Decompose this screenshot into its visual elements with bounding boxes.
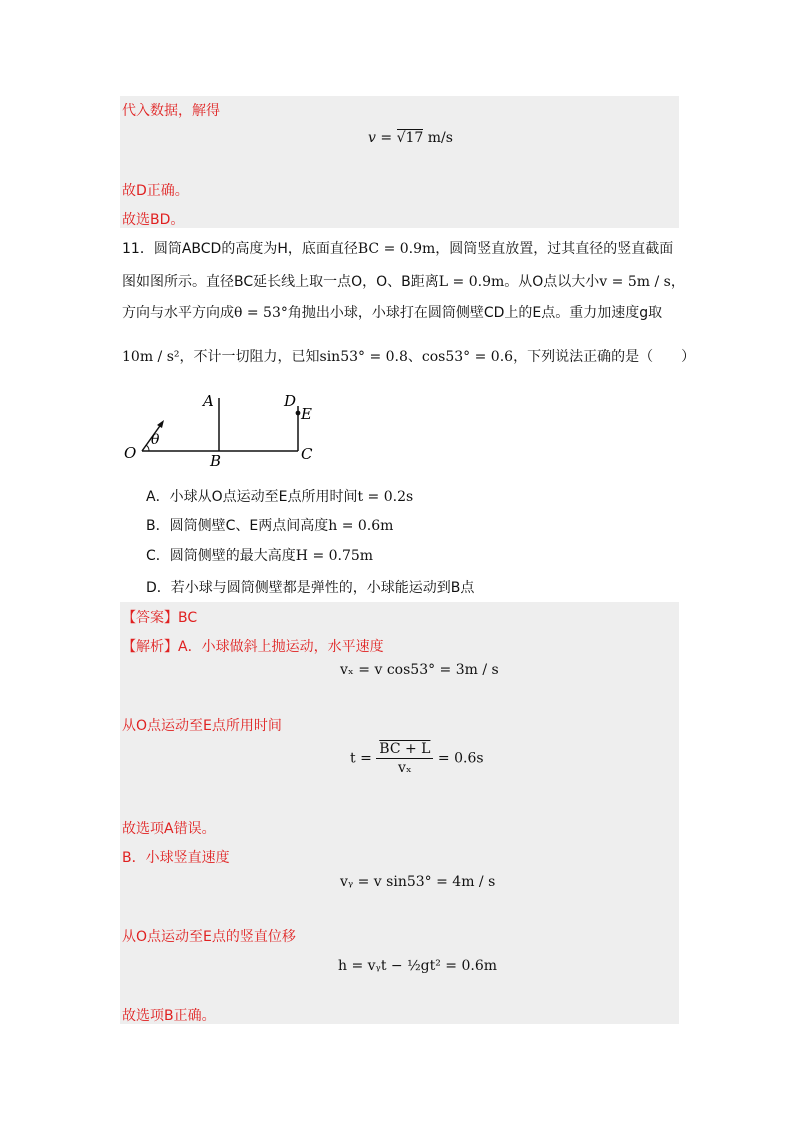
equation-h: h = vᵧt − ½gt² = 0.6m — [338, 958, 498, 974]
conclusion-d: 故D正确。 — [122, 183, 189, 199]
q-l: L = 0.9m — [438, 274, 505, 290]
label-d: D — [284, 392, 297, 410]
option-b-text: B．圆筒侧壁C、E两点间高度 — [146, 518, 329, 534]
q-trig: sin53° = 0.8、cos53° = 0.6 — [319, 349, 514, 365]
q-p4d: ，下列说法正确的是（ ） — [513, 349, 696, 365]
conclusion-a: 故选项A错误。 — [122, 821, 216, 837]
q-bc: BC = 0.9m — [357, 241, 436, 257]
q-p4b: ，不计一切阻力，已知 — [179, 349, 320, 365]
time-intro: 从O点运动至E点所用时间 — [122, 718, 282, 734]
displacement-intro: 从O点运动至E点的竖直位移 — [122, 929, 296, 945]
label-theta: θ — [151, 432, 160, 448]
eq-t-den: vₓ — [397, 760, 412, 776]
analysis-label: 【解析】 — [122, 639, 178, 655]
option-b-math: h = 0.6m — [328, 518, 394, 534]
equation-vy: vᵧ = v sin53° = 4m / s — [340, 874, 496, 890]
q-p2a: 图如图所示。直径BC延长线上取一点O，O、B距离 — [122, 274, 439, 290]
option-a — [146, 486, 413, 506]
eq-t-rhs: = 0.6s — [437, 750, 484, 767]
question-line-1 — [122, 238, 673, 258]
analysis-line-b: B．小球竖直速度 — [122, 850, 230, 866]
option-c-text: C．圆筒侧壁的最大高度 — [146, 548, 296, 564]
equation-vx: vₓ = v cos53° = 3m / s — [340, 662, 499, 678]
question-line-4 — [122, 346, 695, 366]
substitute-line: 代入数据，解得 — [122, 103, 220, 119]
q-v: v = 5m / s — [599, 274, 671, 290]
label-a: A — [203, 392, 214, 410]
option-d — [146, 577, 474, 597]
question-line-3 — [122, 302, 662, 322]
question-line-2 — [122, 271, 685, 291]
arrow-head — [157, 420, 164, 428]
option-c-math: H = 0.75m — [295, 548, 374, 564]
q-g: 10m / s² — [122, 349, 180, 365]
label-e: E — [301, 405, 312, 423]
option-a-text: A．小球从O点运动至E点所用时间 — [146, 489, 358, 505]
point-e-dot — [296, 411, 301, 416]
q-p2e: ， — [670, 274, 685, 290]
q-p1c: ，圆筒竖直放置，过其直径的竖直截面 — [435, 241, 674, 257]
q-p1a: 圆筒ABCD的高度为H，底面直径 — [153, 241, 358, 257]
option-c — [146, 545, 373, 565]
eq-t-lhs: t = — [350, 750, 372, 767]
cylinder-diagram — [118, 386, 328, 466]
answer-label: 【答案】BC — [122, 610, 198, 626]
eq-t-num: BC + L — [376, 740, 433, 759]
equation-t — [350, 740, 484, 777]
option-d-text: D．若小球与圆筒侧壁都是弹性的，小球能运动到B点 — [146, 580, 475, 596]
option-b — [146, 515, 393, 535]
question-number: 11． — [122, 241, 154, 257]
q-p3c: 角抛出小球，小球打在圆筒侧壁CD上的E点。重力加速度g取 — [287, 305, 663, 321]
angle-arc — [146, 445, 149, 451]
option-a-math: t = 0.2s — [357, 489, 414, 505]
q-theta: θ = 53° — [234, 305, 288, 321]
label-b: B — [210, 452, 222, 466]
conclusion-b: 故选项B正确。 — [122, 1008, 216, 1024]
analysis-line-a — [122, 636, 384, 656]
label-o: O — [124, 444, 137, 462]
q-p3a: 方向与水平方向成 — [122, 305, 234, 321]
equation-v: v = √17 m/s — [368, 130, 453, 146]
label-c: C — [301, 445, 313, 463]
choose-bd: 故选BD。 — [122, 212, 185, 228]
analysis-a-intro: A．小球做斜上抛运动，水平速度 — [178, 639, 384, 655]
q-p2c: 。从O点以大小 — [504, 274, 600, 290]
